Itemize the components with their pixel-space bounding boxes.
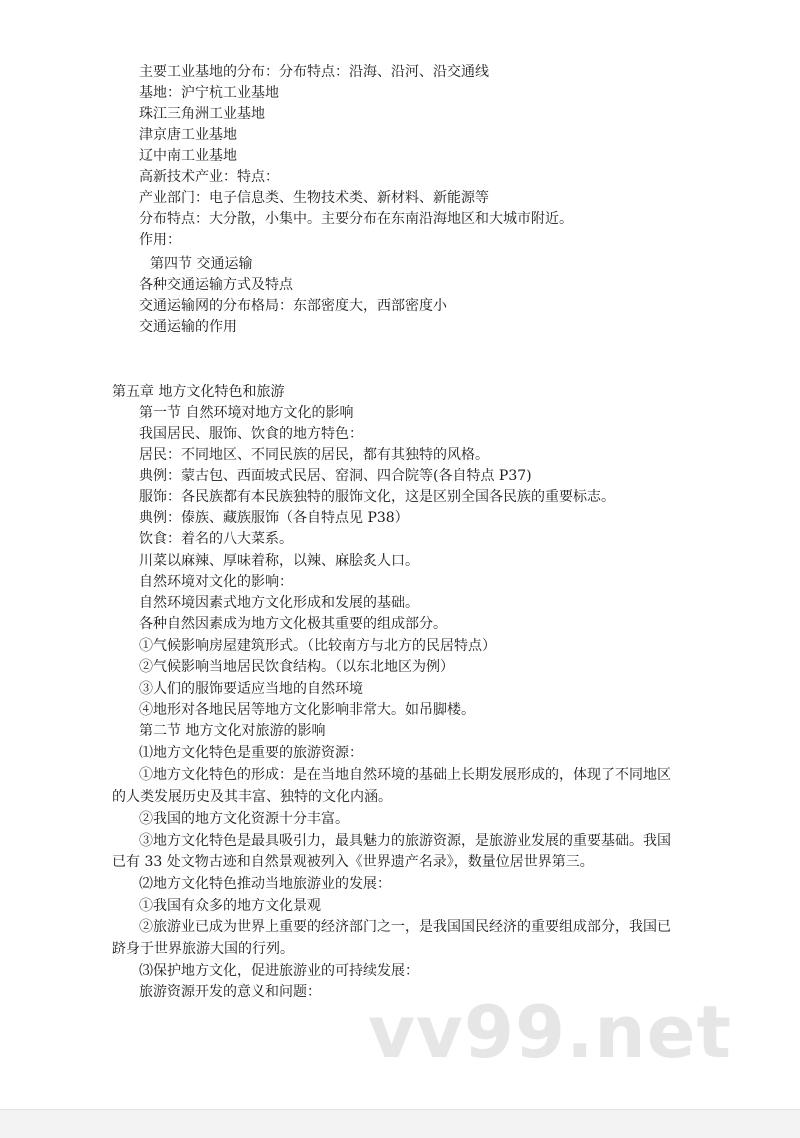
text-line: 基地：沪宁杭工业基地 [139,85,279,101]
text-line: ①气候影响房屋建筑形式。（比较南方与北方的民居特点） [139,638,496,654]
text-line: 主要工业基地的分布：分布特点：沿海、沿河、沿交通线 [139,64,489,80]
text-line: 川菜以麻辣、厚味着称，以辣、麻脍炙人口。 [139,553,419,569]
text-line: 自然环境因素式地方文化形成和发展的基础。 [139,595,419,611]
text-line: 津京唐工业基地 [139,127,237,143]
text-line: ③人们的服饰要适应当地的自然环境 [139,681,363,697]
text-line: 的人类发展历史及其丰富、独特的文化内涵。 [112,789,392,805]
text-line: 交通运输的作用 [139,319,237,335]
text-line: ①我国有众多的地方文化景观 [139,898,321,914]
section-heading: 第一节 自然环境对地方文化的影响 [139,405,354,421]
section-heading: 第四节 交通运输 [150,256,253,272]
text-line: 服饰：各民族都有本民族独特的服饰文化，这是区别全国各民族的重要标志。 [139,489,615,505]
text-line: 典例：傣族、藏族服饰（各自特点见 P38） [139,510,409,526]
text-line: 已有 33 处文物古迹和自然景观被列入《世界遗产名录》，数量位居世界第三。 [112,854,594,870]
text-line: 跻身于世界旅游大国的行列。 [112,941,294,957]
chapter-heading: 第五章 地方文化特色和旅游 [112,384,285,400]
text-line: ④地形对各地民居等地方文化影响非常大。如吊脚楼。 [139,702,475,718]
section-heading: 第二节 地方文化对旅游的影响 [139,723,326,739]
text-line: 自然环境对文化的影响： [139,574,293,590]
text-line: 居民：不同地区、不同民族的居民，都有其独特的风格。 [139,447,489,463]
text-line: 我国居民、服饰、饮食的地方特色： [139,426,363,442]
text-line: 各种交通运输方式及特点 [139,277,293,293]
text-line: 产业部门：电子信息类、生物技术类、新材料、新能源等 [139,190,489,206]
page-footer-band [0,1109,800,1138]
text-line: ②气候影响当地居民饮食结构。（以东北地区为例） [139,659,454,675]
text-line: 旅游资源开发的意义和问题： [139,984,321,1000]
text-line: 高新技术产业：特点： [139,169,279,185]
text-line: ⑴地方文化特色是重要的旅游资源： [139,745,363,761]
text-line: ②旅游业已成为世界上重要的经济部门之一，是我国国民经济的重要组成部分，我国已 [139,919,671,935]
text-line: ③地方文化特色是最具吸引力，最具魅力的旅游资源，是旅游业发展的重要基础。我国 [139,833,671,849]
text-line: ①地方文化特色的形成：是在当地自然环境的基础上长期发展形成的，体现了不同地区 [139,767,671,783]
text-line: 典例：蒙古包、西面坡式民居、窑洞、四合院等(各自特点 P37) [139,468,532,484]
text-line: 饮食：着名的八大菜系。 [139,531,293,547]
text-line: 各种自然因素成为地方文化极其重要的组成部分。 [139,616,447,632]
text-line: 珠江三角洲工业基地 [139,106,265,122]
text-line: 作用： [139,232,181,248]
watermark: vv99.net [368,990,732,1074]
text-line: ⑶保护地方文化，促进旅游业的可持续发展： [139,963,419,979]
text-line: 辽中南工业基地 [139,148,237,164]
text-line: ⑵地方文化特色推动当地旅游业的发展： [139,876,391,892]
text-line: 分布特点：大分散，小集中。主要分布在东南沿海地区和大城市附近。 [139,211,573,227]
text-line: 交通运输网的分布格局：东部密度大，西部密度小 [139,298,447,314]
text-line: ②我国的地方文化资源十分丰富。 [139,811,349,827]
